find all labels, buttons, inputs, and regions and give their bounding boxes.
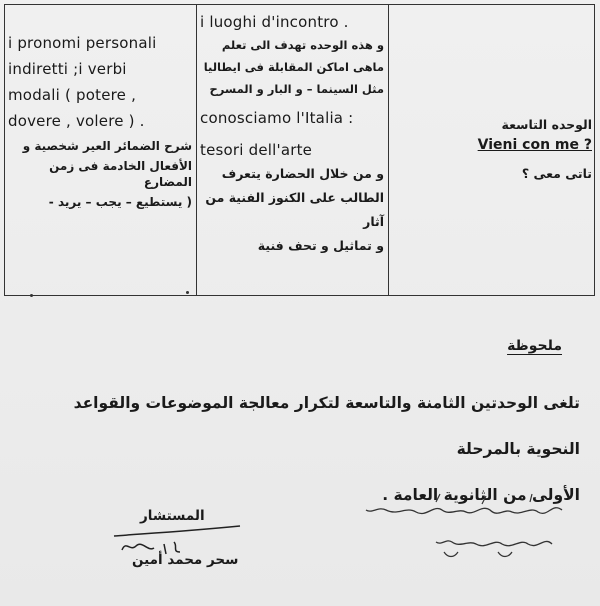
unit-title-italian: Vieni con me ? [477, 137, 592, 153]
grammar-italian-line: indiretti ;i verbi [8, 60, 127, 78]
grammar-italian-line: i pronomi personali [8, 34, 157, 52]
table-divider [388, 4, 389, 296]
note-line: تلغى الوحدتين الثامنة والتاسعة لتكرار معالجة الموضوعات والقواعد النحوية بالمرحلة [73, 394, 580, 458]
content-arabic-line: و من خلال الحضارة يتعرف [221, 166, 384, 181]
content-italian-line: i luoghi d'incontro . [200, 13, 349, 31]
advisor-title: المستشار [140, 508, 205, 524]
note-line: الأولى من الثانوية العامة . [382, 486, 580, 504]
content-arabic-line: و تماثيل و تحف فنية [257, 238, 384, 253]
unit-title-arabic: تاتى معى ؟ [521, 166, 592, 181]
unit-cell [392, 115, 592, 185]
content-italian-line: conosciamo l'Italia : [200, 109, 354, 127]
grammar-italian-line: dovere , volere ) . [8, 112, 145, 130]
content-italian-line: tesori dell'arte [200, 141, 313, 159]
note-title: ملحوظة [507, 338, 562, 354]
content-arabic-line: مثل السينما – و البار و المسرح [209, 82, 384, 96]
table-divider [196, 4, 197, 296]
unit-number: الوحده التاسعة [501, 117, 592, 132]
grammar-arabic-line: شرح الضمائر العير شخصية و [22, 139, 192, 153]
handwritten-signature [362, 492, 572, 562]
advisor-name: سحر محمد أمين [132, 552, 239, 568]
ink-dot [186, 291, 189, 294]
grammar-italian-line: modali ( potere , [8, 86, 137, 104]
grammar-arabic-line: ( يستطيع – يجب – يريد - [48, 195, 192, 209]
content-cell [200, 10, 384, 258]
content-arabic-line: و هذه الوحده تهدف الى تعلم [221, 38, 384, 52]
grammar-cell [8, 30, 192, 210]
grammar-arabic-line: الأفعال الخادمة فى زمن المضارع [49, 159, 192, 189]
content-arabic-line: ماهى اماكن المقابلة فى ايطاليا [203, 60, 384, 74]
ink-dot [30, 294, 33, 297]
content-arabic-line: الطالب على الكنوز الفنية من آثار [205, 190, 384, 229]
